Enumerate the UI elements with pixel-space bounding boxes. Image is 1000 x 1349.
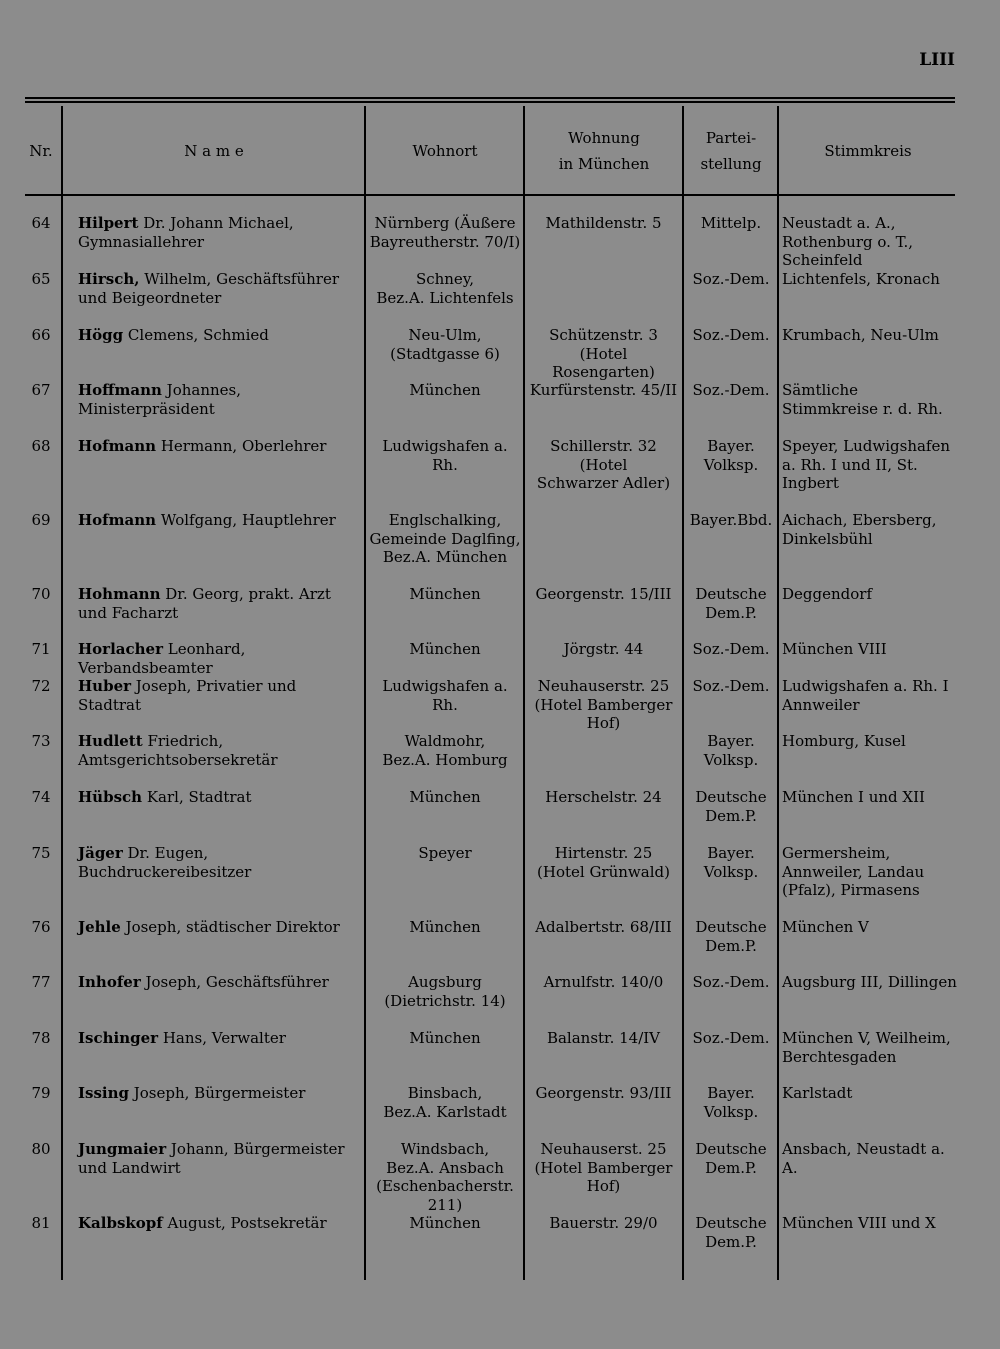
member-name xyxy=(78,844,360,881)
member-name xyxy=(78,677,360,714)
residence: München xyxy=(409,1029,481,1047)
member-given-name-and-occupation: Joseph, Geschäftsführer xyxy=(140,973,329,991)
member-given-name-and-occupation: Friedrich, Amtsgerichtsobersekretär xyxy=(78,732,278,769)
residence: Englschalking, Gemeinde Daglfing, Bez.A. München xyxy=(369,511,521,566)
munich-address: Mathildenstr. 5 xyxy=(545,214,662,232)
member-given-name-and-occupation: Wolfgang, Hauptlehrer xyxy=(156,511,336,529)
member-surname: Jungmaier xyxy=(78,1140,167,1158)
residence: München xyxy=(409,1214,481,1232)
residence: München xyxy=(409,640,481,658)
member-given-name-and-occupation: Dr. Georg, prakt. Arzt und Facharzt xyxy=(78,585,336,622)
header-partei-label: Partei- stellung xyxy=(700,129,762,173)
constituency: Sämtliche Stimmkreise r. d. Rh. xyxy=(782,381,943,418)
member-surname: Hübsch xyxy=(78,788,143,806)
member-name xyxy=(78,381,360,418)
member-given-name-and-occupation: Dr. Johann Michael, Gymnasiallehrer xyxy=(78,214,299,251)
member-name xyxy=(78,1140,360,1177)
constituency: Homburg, Kusel xyxy=(782,732,906,750)
party: Deutsche Dem.P. xyxy=(695,918,767,955)
party: Soz.-Dem. xyxy=(692,640,770,658)
party: Deutsche Dem.P. xyxy=(695,1214,767,1251)
residence: Schney, Bez.A. Lichtenfels xyxy=(376,270,514,307)
munich-address: Georgenstr. 15/III xyxy=(535,585,672,603)
header-wohnung-label: Wohnung in München xyxy=(558,129,650,173)
munich-address: Jörgstr. 44 xyxy=(563,640,644,658)
munich-address: Herschelstr. 24 xyxy=(545,788,662,806)
party: Soz.-Dem. xyxy=(692,677,770,695)
party: Soz.-Dem. xyxy=(692,326,770,344)
row-number: 79 xyxy=(31,1084,51,1102)
member-name xyxy=(78,640,360,677)
member-given-name-and-occupation: Wilhelm, Geschäftsführer und Beigeordneter xyxy=(78,270,344,307)
header-stimmkreis xyxy=(780,106,956,196)
member-name xyxy=(78,214,360,251)
party: Bayer. Volksp. xyxy=(703,437,759,474)
row-number: 65 xyxy=(31,270,51,288)
member-name xyxy=(78,1029,360,1048)
munich-address: Hirtenstr. 25 (Hotel Grünwald) xyxy=(537,844,670,881)
party: Mittelp. xyxy=(700,214,762,232)
header-name-label: N a m e xyxy=(184,142,244,160)
party: Soz.-Dem. xyxy=(692,973,770,991)
constituency: München V, Weilheim, Berchtesgaden xyxy=(782,1029,951,1066)
header-wohnort-label: Wohnort xyxy=(412,142,478,160)
munich-address: Neuhauserst. 25 (Hotel Bamberger Hof) xyxy=(534,1140,673,1195)
residence: Augsburg (Dietrichstr. 14) xyxy=(384,973,506,1010)
residence: Neu-Ulm, (Stadtgasse 6) xyxy=(390,326,500,363)
member-surname: Hilpert xyxy=(78,214,139,232)
header-partei xyxy=(685,106,777,196)
header-name xyxy=(64,106,364,196)
row-number: 66 xyxy=(31,326,51,344)
munich-address: Adalbertstr. 68/III xyxy=(535,918,672,936)
row-number: 73 xyxy=(31,732,51,750)
party: Soz.-Dem. xyxy=(692,270,770,288)
residence: Binsbach, Bez.A. Karlstadt xyxy=(383,1084,507,1121)
member-name xyxy=(78,918,360,937)
row-number: 75 xyxy=(31,844,51,862)
munich-address: Arnulfstr. 140/0 xyxy=(543,973,664,991)
column-divider xyxy=(61,196,63,1280)
party: Deutsche Dem.P. xyxy=(695,788,767,825)
constituency: Speyer, Ludwigshafen a. Rh. I und II, St. Ingbert xyxy=(782,437,951,492)
constituency: Lichtenfels, Kronach xyxy=(782,270,940,288)
member-surname: Jäger xyxy=(78,844,123,862)
row-number: 67 xyxy=(31,381,51,399)
member-surname: Hirsch, xyxy=(78,270,140,288)
column-divider xyxy=(777,196,779,1280)
header-nr xyxy=(22,106,60,196)
member-given-name-and-occupation: Johannes, Ministerpräsident xyxy=(78,381,246,418)
member-surname: Hofmann xyxy=(78,437,157,455)
munich-address: Balanstr. 14/IV xyxy=(546,1029,661,1047)
member-given-name-and-occupation: Joseph, Privatier und Stadtrat xyxy=(78,677,302,714)
party: Bayer. Volksp. xyxy=(703,1084,759,1121)
member-surname: Jehle xyxy=(78,918,121,936)
top-double-rule xyxy=(25,97,955,99)
constituency: Karlstadt xyxy=(782,1084,853,1102)
munich-address: Schillerstr. 32 (Hotel Schwarzer Adler) xyxy=(536,437,671,492)
member-surname: Hudlett xyxy=(78,732,143,750)
constituency: Neustadt a. A., Rothenburg o. T., Scheinfeld xyxy=(782,214,913,269)
member-given-name-and-occupation: Clemens, Schmied xyxy=(123,326,269,344)
member-given-name-and-occupation: August, Postsekretär xyxy=(162,1214,327,1232)
constituency: München VIII xyxy=(782,640,887,658)
member-surname: Hoffmann xyxy=(78,381,162,399)
member-given-name-and-occupation: Karl, Stadtrat xyxy=(142,788,252,806)
party: Deutsche Dem.P. xyxy=(695,585,767,622)
member-given-name-and-occupation: Leonhard, Verbandsbeamter xyxy=(78,640,251,677)
member-name xyxy=(78,973,360,992)
munich-address: Kurfürstenstr. 45/II xyxy=(529,381,678,399)
munich-address: Bauerstr. 29/0 xyxy=(549,1214,658,1232)
header-wohnung xyxy=(526,106,682,196)
residence: Windsbach, Bez.A. Ansbach (Eschenbacherstr. 211) xyxy=(376,1140,514,1214)
constituency: Ansbach, Neustadt a. A. xyxy=(782,1140,945,1177)
header-nr-label: Nr. xyxy=(29,142,53,160)
header-wohnort xyxy=(367,106,523,196)
member-surname: Issing xyxy=(78,1084,129,1102)
member-surname: Högg xyxy=(78,326,124,344)
member-name xyxy=(78,732,360,769)
residence: München xyxy=(409,918,481,936)
row-number: 80 xyxy=(31,1140,51,1158)
munich-address: Neuhauserstr. 25 (Hotel Bamberger Hof) xyxy=(534,677,673,732)
residence: Ludwigshafen a. Rh. xyxy=(382,437,508,474)
member-given-name-and-occupation: Hans, Verwalter xyxy=(158,1029,286,1047)
member-name xyxy=(78,1214,360,1233)
party: Soz.-Dem. xyxy=(692,381,770,399)
row-number: 69 xyxy=(31,511,51,529)
member-given-name-and-occupation: Joseph, Bürgermeister xyxy=(129,1084,306,1102)
row-number: 74 xyxy=(31,788,51,806)
member-surname: Hofmann xyxy=(78,511,157,529)
party: Bayer.Bbd. xyxy=(689,511,773,529)
member-surname: Kalbskopf xyxy=(78,1214,163,1232)
member-name xyxy=(78,511,360,530)
column-divider xyxy=(364,196,366,1280)
row-number: 72 xyxy=(31,677,51,695)
residence: München xyxy=(409,381,481,399)
row-number: 70 xyxy=(31,585,51,603)
member-surname: Inhofer xyxy=(78,973,141,991)
residence: München xyxy=(409,585,481,603)
party: Soz.-Dem. xyxy=(692,1029,770,1047)
member-surname: Ischinger xyxy=(78,1029,159,1047)
constituency: Deggendorf xyxy=(782,585,872,603)
member-name xyxy=(78,788,360,807)
munich-address: Georgenstr. 93/III xyxy=(535,1084,672,1102)
residence: Ludwigshafen a. Rh. xyxy=(382,677,508,714)
constituency: Germersheim, Annweiler, Landau (Pfalz), Pirmasens xyxy=(782,844,925,899)
header-stimmkreis-label: Stimmkreis xyxy=(824,142,912,160)
header-bottom-rule xyxy=(25,194,955,196)
row-number: 81 xyxy=(31,1214,51,1232)
constituency: Ludwigshafen a. Rh. I Annweiler xyxy=(782,677,949,714)
member-name xyxy=(78,326,360,345)
row-number: 64 xyxy=(31,214,51,232)
member-given-name-and-occupation: Joseph, städtischer Direktor xyxy=(120,918,340,936)
member-surname: Hohmann xyxy=(78,585,161,603)
residence: Waldmohr, Bez.A. Homburg xyxy=(382,732,508,769)
row-number: 78 xyxy=(31,1029,51,1047)
top-double-rule-inner xyxy=(25,101,955,103)
constituency: Aichach, Ebersberg, Dinkelsbühl xyxy=(782,511,937,548)
member-given-name-and-occupation: Hermann, Oberlehrer xyxy=(156,437,327,455)
residence: Speyer xyxy=(418,844,472,862)
member-name xyxy=(78,270,360,307)
residence: Nürnberg (Äußere Bayreutherstr. 70/I) xyxy=(369,214,521,251)
member-name xyxy=(78,585,360,622)
member-surname: Huber xyxy=(78,677,132,695)
column-divider xyxy=(523,196,525,1280)
party: Bayer. Volksp. xyxy=(703,844,759,881)
member-name xyxy=(78,437,360,456)
member-name xyxy=(78,1084,360,1103)
constituency: Krumbach, Neu-Ulm xyxy=(782,326,939,344)
member-surname: Horlacher xyxy=(78,640,163,658)
party: Deutsche Dem.P. xyxy=(695,1140,767,1177)
row-number: 77 xyxy=(31,973,51,991)
party: Bayer. Volksp. xyxy=(703,732,759,769)
row-number: 76 xyxy=(31,918,51,936)
column-divider xyxy=(682,196,684,1280)
row-number: 71 xyxy=(31,640,51,658)
munich-address: Schützenstr. 3 (Hotel Rosengarten) xyxy=(549,326,658,381)
member-given-name-and-occupation: Dr. Eugen, Buchdruckereibesitzer xyxy=(78,844,252,881)
constituency: München V xyxy=(782,918,869,936)
row-number: 68 xyxy=(31,437,51,455)
page-number: LIII xyxy=(919,50,955,70)
constituency: München VIII und X xyxy=(782,1214,936,1232)
constituency: Augsburg III, Dillingen xyxy=(782,973,957,991)
residence: München xyxy=(409,788,481,806)
constituency: München I und XII xyxy=(782,788,925,806)
member-given-name-and-occupation: Johann, Bürgermeister und Landwirt xyxy=(78,1140,350,1177)
